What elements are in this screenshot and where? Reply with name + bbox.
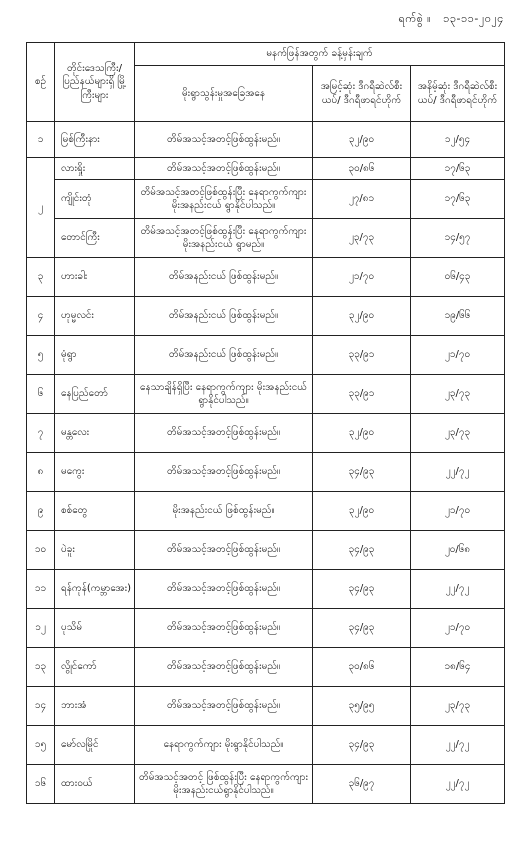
row-min: ၂၂/၇၂ (411, 453, 505, 492)
row-min: ၂၂/၇၂ (411, 570, 505, 609)
row-city: မြစ်ကြီးနား (55, 122, 135, 158)
table-row (27, 122, 505, 158)
row-no: ၂ (27, 158, 55, 258)
row-condition: တိမ်အသင့်အတင့်ဖြစ်ထွန်းပြီး နေရာကွက်ကျား မိုးအနည်းငယ် ရွာမည်။ (135, 219, 313, 258)
row-max: ၃၅/၉၅ (313, 687, 411, 726)
row-min: ၂၀/၆၈ (411, 531, 505, 570)
row-city: လွိုင်ကော် (55, 648, 135, 687)
row-min: ၁၂/၅၄ (411, 122, 505, 158)
document-date (391, 12, 504, 28)
table-row (27, 609, 505, 648)
row-city: နေပြည်တော် (55, 375, 135, 414)
row-max: ၂၃/၇၃ (313, 219, 411, 258)
header-condition: မိုးရွာသွန်းမှုအခြေအနေ (135, 66, 313, 122)
row-max: ၃၄/၉၃ (313, 531, 411, 570)
table-row (27, 765, 505, 804)
row-no: ၃ (27, 258, 55, 297)
row-city: ကျိုင်းတုံ (55, 180, 135, 219)
row-condition: တိမ်အသင့်အတင့်ဖြစ်ထွန်းပြီး နေရာကွက်ကျား မိုးအနည်းငယ် ရွာနိုင်ပါသည်။ (135, 180, 313, 219)
row-condition: တိမ်အသင့်အတင့်ဖြစ်ထွန်းမည်။ (135, 531, 313, 570)
row-min: ၂၁/၇၀ (411, 492, 505, 531)
row-condition: တိမ်အသင့်အတင့်ဖြစ်ထွန်းမည်။ (135, 122, 313, 158)
row-city: ဘားအံ (55, 687, 135, 726)
header-max-temp: အမြင့်ဆုံး ဒီဂရီဆဲလ်စီးယပ်/ ဒီဂရီဖာရင်ဟိုက် (313, 66, 411, 122)
row-min: ၁၈/၆၄ (411, 648, 505, 687)
row-min: ၂၃/၇၃ (411, 414, 505, 453)
row-no: ၁၃ (27, 648, 55, 687)
row-no: ၁၆ (27, 765, 55, 804)
table-row (27, 336, 505, 375)
header-forecast-group: မနက်ဖြန်အတွက် ခန့်မှန်းချက် (135, 43, 505, 66)
row-min: ၂၂/၇၂ (411, 765, 505, 804)
table-row (27, 453, 505, 492)
row-city: ထားဝယ် (55, 765, 135, 804)
row-no: ၉ (27, 492, 55, 531)
row-max: ၃၀/၈၆ (313, 158, 411, 180)
row-city: မကွေး (55, 453, 135, 492)
row-no: ၁၁ (27, 570, 55, 609)
row-city: မန္တလေး (55, 414, 135, 453)
table-row (27, 687, 505, 726)
row-city: လားရှိုး (55, 158, 135, 180)
row-condition: တိမ်အသင့်အတင့်ဖြစ်ထွန်းမည်။ (135, 158, 313, 180)
row-max: ၂၁/၇၀ (313, 258, 411, 297)
row-condition: နေရာကွက်ကျား မိုးရွာနိုင်ပါသည်။ (135, 726, 313, 765)
row-max: ၃၄/၉၃ (313, 453, 411, 492)
table-row (27, 180, 505, 219)
row-condition: တိမ်အသင့်အတင့်ဖြစ်ထွန်းမည်။ (135, 648, 313, 687)
row-max: ၂၇/၈၁ (313, 180, 411, 219)
row-min: ၂၁/၇၀ (411, 609, 505, 648)
row-min: ၁၉/၆၆ (411, 297, 505, 336)
table-row (27, 158, 505, 180)
row-max: ၃၂/၉၀ (313, 414, 411, 453)
row-condition: တိမ်အနည်းငယ် ဖြစ်ထွန်းမည်။ (135, 258, 313, 297)
row-condition: တိမ်အသင့်အတင့်ဖြစ်ထွန်းမည်။ (135, 609, 313, 648)
row-max: ၃၀/၈၆ (313, 648, 411, 687)
date-value: ၁၃-၁၁-၂၀၂၄ (443, 12, 504, 25)
row-city: ပုသိမ် (55, 609, 135, 648)
row-no: ၆ (27, 375, 55, 414)
row-max: ၃၂/၉၀ (313, 492, 411, 531)
table-row (27, 492, 505, 531)
table-row (27, 726, 505, 765)
row-min: ၂၂/၇၂ (411, 726, 505, 765)
row-city: စစ်တွေ (55, 492, 135, 531)
table-row (27, 570, 505, 609)
row-max: ၃၃/၉၁ (313, 336, 411, 375)
row-city: ရန်ကုန်(ကမ္ဘာအေး) (55, 570, 135, 609)
row-city: ပဲခူး (55, 531, 135, 570)
row-condition: တိမ်အသင့်အတင့်ဖြစ်ထွန်းမည်။ (135, 453, 313, 492)
row-no: ၈ (27, 453, 55, 492)
row-min: ၂၃/၇၃ (411, 687, 505, 726)
row-min: ၀၆/၄၃ (411, 258, 505, 297)
row-condition: တိမ်အသင့်အတင့်ဖြစ်ထွန်းမည်။ (135, 687, 313, 726)
row-max: ၃၄/၉၃ (313, 609, 411, 648)
row-condition: တိမ်အသင့်အတင့်ဖြစ်ထွန်းမည်။ (135, 570, 313, 609)
row-no: ၁၅ (27, 726, 55, 765)
row-min: ၁၇/၆၃ (411, 158, 505, 180)
row-no: ၁၄ (27, 687, 55, 726)
date-label: ရက်စွဲ ။ (398, 12, 432, 25)
row-no: ၇ (27, 414, 55, 453)
row-no: ၄ (27, 297, 55, 336)
table-row (27, 375, 505, 414)
row-city: ဟားခါး (55, 258, 135, 297)
row-condition: တိမ်အနည်းငယ် ဖြစ်ထွန်းမည်။ (135, 297, 313, 336)
forecast-table (26, 42, 505, 804)
row-condition: နေသာချိန်ရှိပြီး နေရာကွက်ကျား မိုးအနည်းငယ်ရွာနိုင်ပါသည်။ (135, 375, 313, 414)
table-row (27, 414, 505, 453)
header-serial-no: စဉ် (27, 43, 55, 122)
row-no: ၁၂ (27, 609, 55, 648)
row-max: ၃၂/၉၀ (313, 297, 411, 336)
row-min: ၂၁/၇၀ (411, 336, 505, 375)
row-condition: တိမ်အသင့်အတင့်ဖြစ်ထွန်းမည်။ (135, 414, 313, 453)
header-city: တိုင်းဒေသကြီး/ ပြည်နယ်များရှိ မြို့ကြီးများ (55, 43, 135, 122)
row-max: ၃၆/၉၇ (313, 765, 411, 804)
row-city: ဟုမ္မလင်း (55, 297, 135, 336)
row-condition: တိမ်အနည်းငယ် ဖြစ်ထွန်းမည်။ (135, 336, 313, 375)
row-no: ၁ (27, 122, 55, 158)
table-row (27, 297, 505, 336)
row-city: မုံရွာ (55, 336, 135, 375)
row-condition: မိုးအနည်းငယ် ဖြစ်ထွန်းမည်။ (135, 492, 313, 531)
row-min: ၁၄/၅၇ (411, 219, 505, 258)
table-row (27, 648, 505, 687)
row-max: ၃၃/၉၁ (313, 375, 411, 414)
table-row (27, 258, 505, 297)
header-min-temp: အနိမ့်ဆုံး ဒီဂရီဆဲလ်စီးယပ်/ ဒီဂရီဖာရင်ဟိုက် (411, 66, 505, 122)
row-min: ၁၇/၆၃ (411, 180, 505, 219)
row-city: တောင်ကြီး (55, 219, 135, 258)
row-condition: တိမ်အသင့်အတင့် ဖြစ်ထွန်းပြီး နေရာကွက်ကျားမိုးအနည်းငယ်ရွာနိုင်ပါသည်။ (135, 765, 313, 804)
table-row (27, 531, 505, 570)
row-no: ၅ (27, 336, 55, 375)
row-city: မော်လမြိုင် (55, 726, 135, 765)
row-max: ၃၄/၉၃ (313, 570, 411, 609)
row-max: ၃၄/၉၃ (313, 726, 411, 765)
row-no: ၁၀ (27, 531, 55, 570)
table-row (27, 219, 505, 258)
row-max: ၃၂/၉၀ (313, 122, 411, 158)
row-min: ၂၃/၇၃ (411, 375, 505, 414)
